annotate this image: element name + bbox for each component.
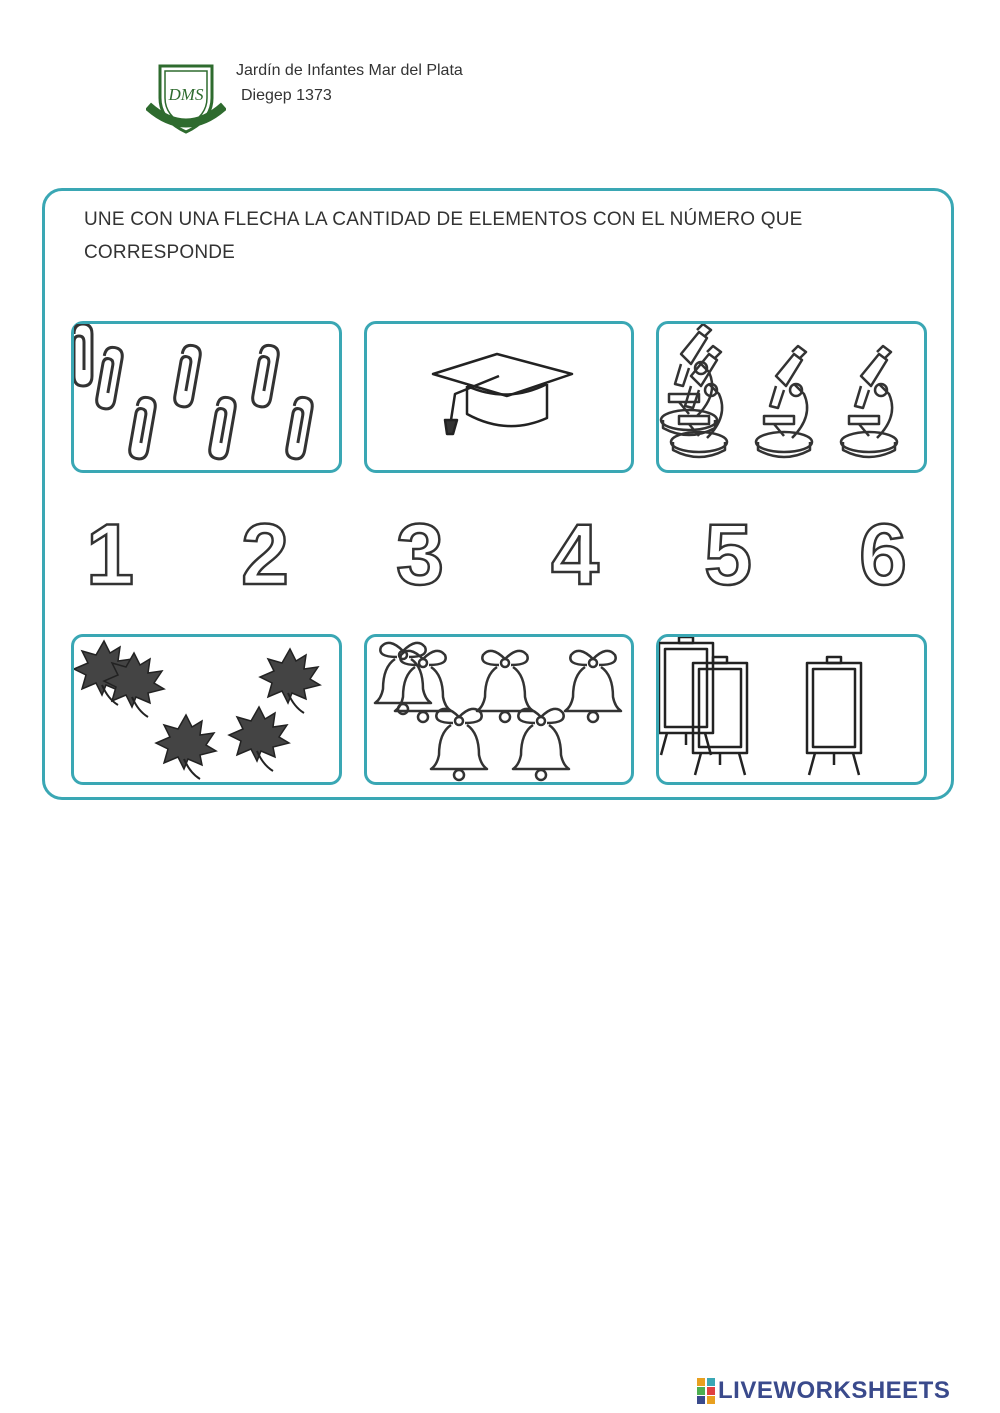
card-microscopes[interactable] — [656, 321, 927, 473]
easel-icon — [807, 657, 861, 775]
number-1[interactable]: 1 — [86, 507, 134, 603]
maple-leaf-icon — [260, 649, 320, 713]
easel-group — [659, 637, 924, 782]
number-4[interactable]: 4 — [551, 507, 599, 603]
school-logo — [146, 62, 226, 138]
paperclip-icon — [128, 396, 156, 460]
brand-logo — [697, 1378, 950, 1404]
microscope-icon — [756, 346, 812, 457]
maple-leaf-icon — [156, 715, 216, 779]
number-5[interactable]: 5 — [704, 507, 752, 603]
graduation-cap-icon — [367, 324, 631, 470]
card-paperclips[interactable] — [71, 321, 342, 473]
easel-icon — [693, 657, 747, 775]
card-leaves[interactable] — [71, 634, 342, 785]
bell-group — [367, 637, 631, 782]
number-2[interactable]: 2 — [241, 507, 289, 603]
paperclip-icon — [173, 344, 201, 408]
bell-icon — [513, 709, 569, 780]
paperclip-icon — [208, 396, 236, 460]
number-3[interactable]: 3 — [396, 507, 444, 603]
microscope-group — [659, 324, 924, 470]
svg-text:DMS: DMS — [168, 85, 204, 104]
paperclip-icon — [285, 396, 313, 460]
card-bells[interactable] — [364, 634, 634, 785]
bell-icon — [431, 709, 487, 780]
card-graduation-cap[interactable] — [364, 321, 634, 473]
liveworksheets-icon — [697, 1378, 715, 1404]
leaf-group — [74, 637, 339, 782]
paperclip-group — [74, 324, 339, 470]
bell-icon — [477, 651, 533, 722]
card-easels[interactable] — [656, 634, 927, 785]
paperclip-icon — [95, 346, 123, 410]
paperclip-icon — [251, 344, 279, 408]
school-code: Diegep 1373 — [241, 87, 332, 104]
brand-name: LIVEWORKSHEETS — [718, 1377, 951, 1404]
number-6[interactable]: 6 — [859, 507, 907, 603]
bell-icon — [565, 651, 621, 722]
maple-leaf-icon — [104, 653, 164, 717]
instruction-text: UNE CON UNA FLECHA LA CANTIDAD DE ELEMENTOS CON EL NÚMERO QUE CORRESPONDE — [84, 209, 803, 263]
school-name: Jardín de Infantes Mar del Plata — [236, 62, 463, 79]
microscope-icon — [841, 346, 897, 457]
maple-leaf-icon — [229, 707, 289, 771]
